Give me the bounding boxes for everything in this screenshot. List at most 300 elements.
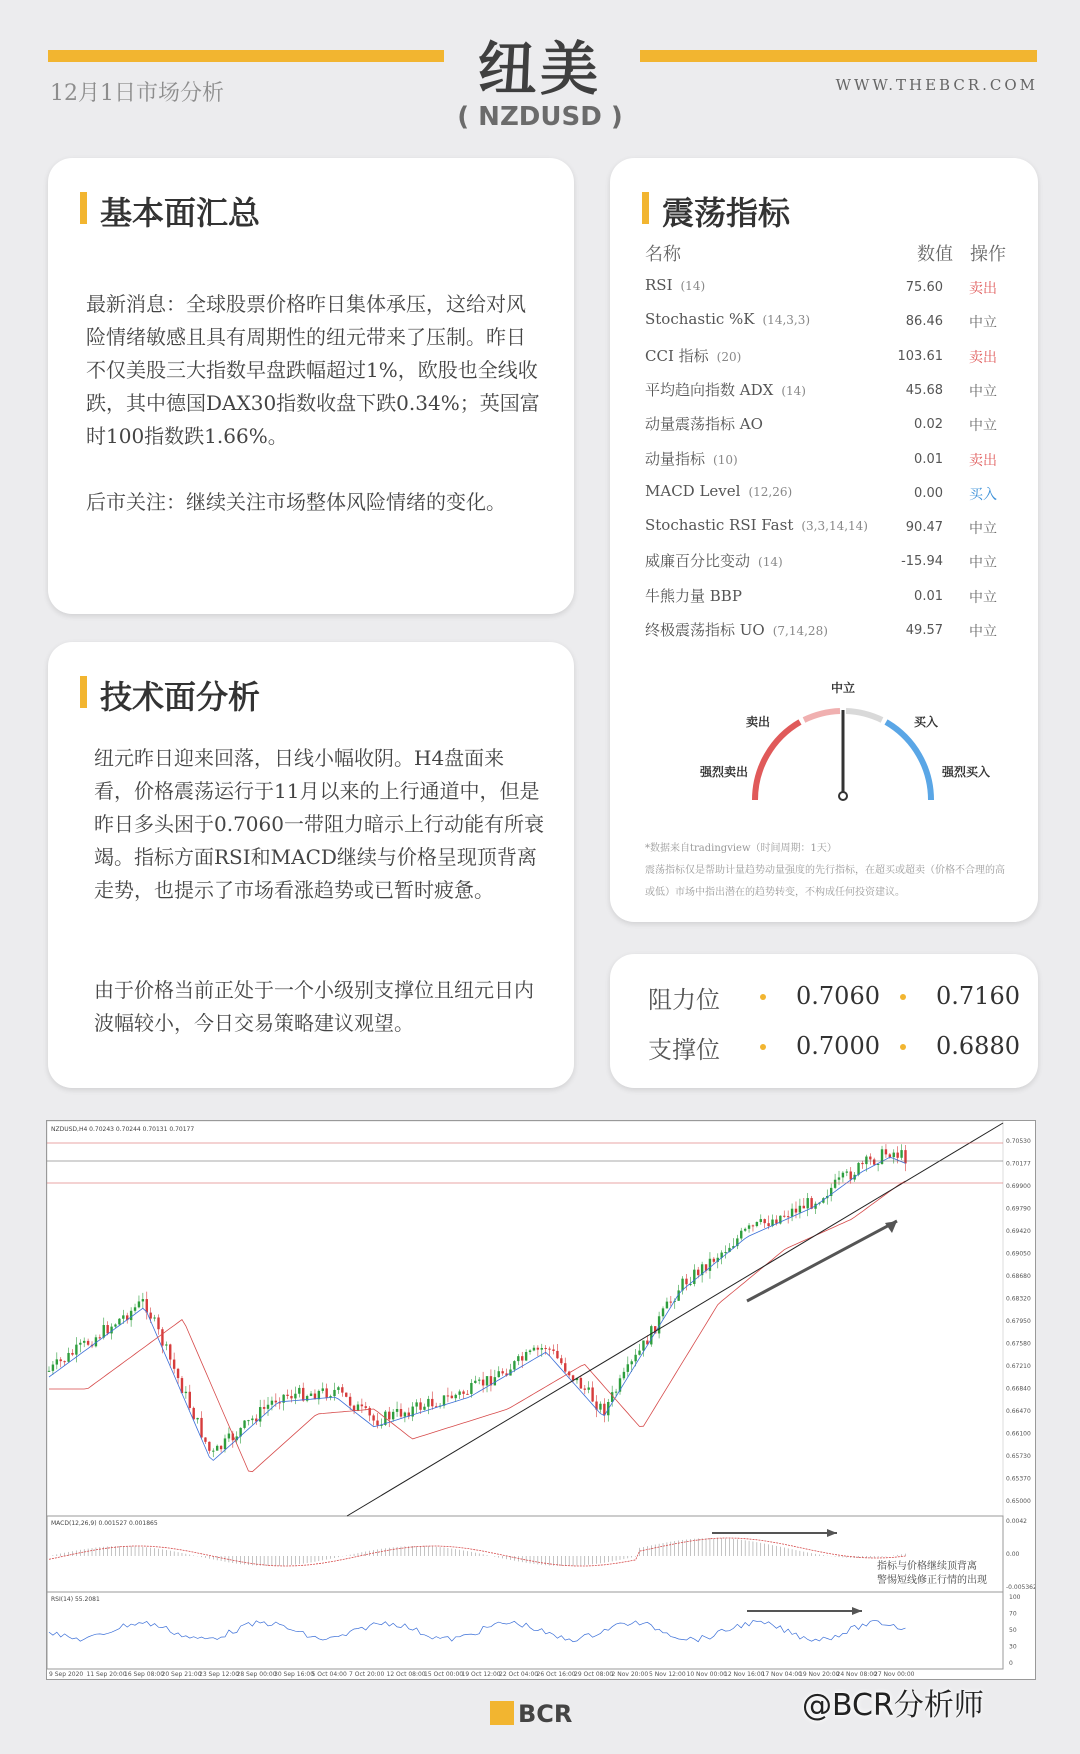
candle-body: [709, 1259, 711, 1271]
candle-body: [204, 1437, 206, 1441]
candle-body: [114, 1324, 116, 1326]
candle-body: [857, 1163, 859, 1175]
oscillator-value: -15.94: [901, 554, 943, 570]
price-tick-label: 0.69050: [1006, 1250, 1031, 1258]
support-2: 0.6880: [936, 1032, 1020, 1060]
oscillator-name-text: 威廉百分比变动: [645, 552, 751, 571]
candle-body: [748, 1225, 750, 1228]
oscillator-row: [645, 478, 1005, 512]
candle-body: [904, 1150, 906, 1163]
candle-body: [134, 1307, 136, 1310]
oscillator-name-text: 动量震荡指标 AO: [645, 415, 763, 434]
oscillator-row: [645, 341, 1005, 375]
candle-body: [615, 1392, 617, 1393]
candle-body: [372, 1415, 374, 1420]
candle-body: [306, 1396, 308, 1401]
candle-body: [846, 1171, 848, 1172]
time-tick-label: 23 Sep 12:00: [199, 1671, 240, 1678]
chart-annotation-2: 警惕短线修正行情的出现: [877, 1575, 987, 1586]
price-tick-label: 0.68320: [1006, 1295, 1031, 1303]
gauge-label-neutral: 中立: [831, 681, 856, 695]
gauge-label-sell: 卖出: [746, 715, 771, 729]
gauge-arc-buy: [886, 722, 931, 800]
oscillator-row: [645, 512, 1005, 546]
price-tick-label: 0.68680: [1006, 1273, 1031, 1280]
candle-body: [501, 1371, 503, 1373]
candle-body: [544, 1348, 546, 1349]
technical-card: [48, 642, 574, 1088]
oscillator-name: [645, 276, 705, 294]
oscillator-name: [645, 448, 738, 469]
candle-body: [861, 1163, 863, 1164]
disclaimer-note: 震荡指标仅是帮助计量趋势动量强度的先行指标，在超买或超卖（价格不合理的高或低）市场中指出潜在的趋势转变，不构成任何投资建议。: [645, 865, 1005, 898]
candle-body: [458, 1391, 460, 1394]
candle-body: [482, 1380, 484, 1386]
candle-body: [263, 1407, 265, 1409]
candle-body: [900, 1150, 902, 1158]
candle-body: [850, 1171, 852, 1179]
time-tick-label: 17 Nov 04:00: [761, 1671, 802, 1678]
time-tick-label: 24 Nov 08:00: [836, 1671, 877, 1678]
time-axis: [49, 1671, 915, 1678]
candle-body: [838, 1177, 840, 1179]
gauge-arc-strong-sell: [755, 722, 800, 800]
candle-body: [325, 1388, 327, 1397]
candle-body: [290, 1396, 292, 1398]
rsi-tick-label: 70: [1009, 1610, 1017, 1618]
bcr-logo-text: BCR: [518, 1700, 573, 1728]
candle-body: [885, 1149, 887, 1154]
macd-tick-label: 0.0042: [1006, 1518, 1027, 1525]
candle-body: [349, 1397, 351, 1406]
candle-body: [388, 1412, 390, 1420]
price-tick-label: 0.69900: [1006, 1183, 1031, 1190]
support-label: 支撑位: [648, 1036, 720, 1064]
oscillator-name: [645, 310, 810, 328]
candle-body: [662, 1308, 664, 1316]
candle-body: [337, 1387, 339, 1390]
candle-body: [169, 1344, 171, 1359]
gauge-label-buy: 买入: [914, 715, 939, 729]
candle-body: [103, 1325, 105, 1338]
time-tick-label: 11 Sep 20:00: [86, 1671, 127, 1678]
candle-body: [783, 1216, 785, 1217]
time-tick-label: 19 Nov 20:00: [799, 1671, 840, 1678]
candle-body: [376, 1421, 378, 1426]
candle-body: [470, 1383, 472, 1394]
candle-body: [775, 1220, 777, 1224]
candle-body: [521, 1356, 523, 1360]
oscillator-action: 中立: [969, 589, 997, 606]
oscillator-action: 卖出: [969, 349, 997, 366]
candle-body: [247, 1420, 249, 1421]
oscillator-value: 49.57: [905, 623, 943, 638]
oscillator-param: (14,3,3): [762, 313, 811, 328]
time-tick-label: 16 Sep 08:00: [124, 1671, 165, 1678]
gauge-label-strong-buy: 强烈买入: [942, 765, 991, 779]
resistance-dot-1: [760, 994, 766, 1000]
oscillator-value: 0.00: [914, 485, 943, 501]
candle-body: [318, 1391, 320, 1399]
time-tick-label: 12 Nov 16:00: [724, 1671, 765, 1678]
watermark: @BCR分析师: [802, 1688, 984, 1723]
candle-body: [642, 1341, 644, 1351]
time-tick-label: 19 Oct 12:00: [461, 1671, 501, 1678]
candle-body: [153, 1317, 155, 1318]
candle-body: [361, 1405, 363, 1407]
oscillator-name-text: Stochastic RSI Fast: [645, 516, 794, 535]
candle-body: [322, 1388, 324, 1391]
candle-body: [333, 1390, 335, 1396]
oscillator-action: 中立: [969, 555, 997, 572]
candle-body: [791, 1209, 793, 1217]
page-subtitle: ( NZDUSD ): [457, 102, 623, 132]
candle-body: [752, 1225, 754, 1226]
candle-body: [787, 1216, 789, 1217]
resistance-1: 0.7060: [796, 982, 880, 1010]
candle-body: [634, 1355, 636, 1362]
candle-body: [427, 1399, 429, 1407]
oscillator-value: 86.46: [905, 314, 943, 330]
oscillator-row: [645, 375, 1005, 409]
time-tick-label: 27 Nov 00:00: [874, 1671, 915, 1678]
candle-body: [177, 1369, 179, 1378]
resistance-dot-2: [900, 994, 906, 1000]
candle-body: [341, 1387, 343, 1392]
price-tick-label: 0.66470: [1006, 1408, 1031, 1415]
time-tick-label: 7 Oct 20:00: [349, 1671, 385, 1678]
candle-body: [517, 1356, 519, 1361]
candle-body: [529, 1350, 531, 1352]
candle-body: [243, 1421, 245, 1428]
chart-annotation-1: 指标与价格继续顶背离: [877, 1561, 977, 1572]
candle-body: [666, 1302, 668, 1309]
technical-strategy: 由于价格当前正处于一个小级别支撑位且纽元日内波幅较小，今日交易策略建议观望。: [94, 978, 534, 1035]
candle-body: [552, 1349, 554, 1351]
oscillator-name-text: 终极震荡指标 UO: [645, 621, 765, 639]
candle-body: [799, 1206, 801, 1213]
candle-body: [138, 1301, 140, 1307]
col-value: 数值: [917, 244, 953, 265]
rsi-tick-label: 100: [1009, 1594, 1021, 1601]
candle-body: [650, 1326, 652, 1344]
time-tick-label: 2 Nov 20:00: [611, 1671, 649, 1678]
candle-body: [110, 1327, 112, 1334]
candle-body: [560, 1358, 562, 1363]
candle-body: [498, 1371, 500, 1377]
oscillator-name-text: 动量指标: [645, 449, 706, 468]
candle-body: [744, 1229, 746, 1231]
candle-body: [631, 1361, 633, 1364]
candle-body: [893, 1153, 895, 1158]
candle-body: [365, 1406, 367, 1408]
candle-body: [455, 1395, 457, 1398]
candle-body: [713, 1259, 715, 1262]
oscillator-action: 中立: [969, 418, 997, 435]
candle-body: [611, 1392, 613, 1402]
candle-body: [157, 1317, 159, 1329]
candle-body: [474, 1381, 476, 1383]
rsi-axis: [1009, 1594, 1021, 1667]
candle-body: [71, 1353, 73, 1355]
levels-card: [610, 954, 1038, 1088]
oscillator-row: [645, 581, 1005, 615]
candle-body: [193, 1408, 195, 1419]
candle-body: [486, 1376, 488, 1385]
rsi-tick-label: 50: [1009, 1627, 1017, 1634]
candle-body: [685, 1279, 687, 1285]
candle-body: [423, 1407, 425, 1410]
oscillator-name-text: RSI: [645, 276, 673, 294]
candle-body: [286, 1395, 288, 1396]
candle-body: [537, 1348, 539, 1350]
fundamental-card: [48, 158, 574, 614]
candle-body: [220, 1446, 222, 1449]
candle-body: [404, 1413, 406, 1417]
oscillator-value: 45.68: [905, 382, 943, 398]
price-tick-label: 0.70530: [1006, 1138, 1031, 1145]
oscillator-value: 0.02: [914, 417, 943, 433]
oscillator-action: 中立: [969, 521, 997, 538]
gauge-arc-neutral: [846, 711, 882, 720]
time-tick-label: 30 Sep 16:00: [274, 1671, 315, 1678]
page-title: 纽美: [477, 35, 602, 103]
candle-body: [842, 1173, 844, 1178]
candle-body: [760, 1219, 762, 1222]
time-tick-label: 26 Oct 16:00: [536, 1671, 576, 1678]
rsi-tick-label: 30: [1009, 1643, 1017, 1651]
fundamental-heading: 基本面汇总: [80, 188, 260, 234]
candle-body: [627, 1364, 629, 1372]
candle-body: [513, 1361, 515, 1369]
oscillator-name-text: 牛熊力量 BBP: [645, 586, 742, 605]
sentiment-gauge: [680, 670, 1010, 810]
candle-body: [216, 1446, 218, 1451]
candle-body: [541, 1348, 543, 1350]
candle-body: [310, 1394, 312, 1396]
oscillator-value: 103.61: [897, 348, 943, 364]
candle-body: [122, 1315, 124, 1318]
candle-body: [443, 1395, 445, 1405]
candle-body: [63, 1361, 65, 1362]
candle-body: [478, 1380, 480, 1381]
macd-label: MACD(12,26,9) 0.001527 0.001865: [51, 1520, 158, 1527]
price-tick-label: 0.67950: [1006, 1318, 1031, 1325]
oscillator-row: [645, 546, 1005, 580]
oscillator-name-text: 平均趋向指数 ADX: [645, 380, 774, 399]
candle-body: [87, 1341, 89, 1345]
oscillator-row: [645, 615, 1005, 649]
oscillator-param: (14): [680, 279, 706, 293]
time-tick-label: 28 Sep 00:00: [236, 1671, 277, 1678]
candle-body: [795, 1209, 797, 1213]
price-chart-svg[interactable]: [47, 1121, 1035, 1679]
candle-body: [67, 1353, 69, 1362]
candle-body: [807, 1198, 809, 1208]
candle-body: [200, 1418, 202, 1438]
candle-body: [52, 1365, 54, 1371]
support-dot-1: [760, 1044, 766, 1050]
price-tick-label: 0.66100: [1006, 1430, 1031, 1438]
candle-body: [173, 1360, 175, 1369]
oscillator-name-text: CCI 指标: [645, 346, 709, 365]
candle-body: [396, 1409, 398, 1412]
oscillator-heading: 震荡指标: [642, 188, 790, 234]
candle-body: [740, 1231, 742, 1239]
candle-body: [353, 1406, 355, 1411]
time-tick-label: 29 Oct 08:00: [574, 1671, 614, 1678]
price-tick-label: 0.69420: [1006, 1228, 1031, 1235]
gauge-pivot: [839, 792, 847, 800]
candle-body: [670, 1302, 672, 1303]
candle-body: [142, 1299, 144, 1301]
candle-body: [564, 1363, 566, 1371]
candle-body: [224, 1438, 226, 1449]
candle-body: [228, 1434, 230, 1439]
bcr-logo: [490, 1700, 572, 1728]
gauge-label-strong-sell: 强烈卖出: [700, 765, 749, 779]
resistance-label: 阻力位: [648, 986, 720, 1014]
candle-body: [392, 1412, 394, 1419]
candle-body: [572, 1375, 574, 1380]
report-date: 12月1日市场分析: [50, 81, 224, 106]
time-tick-label: 22 Oct 04:00: [499, 1671, 539, 1678]
candle-body: [803, 1206, 805, 1209]
time-tick-label: 9 Sep 2020: [49, 1671, 84, 1678]
price-tick-label: 0.67210: [1006, 1363, 1031, 1370]
candle-body: [548, 1349, 550, 1350]
candle-body: [149, 1313, 151, 1319]
price-tick-label: 0.66840: [1006, 1385, 1031, 1393]
candle-body: [118, 1319, 120, 1325]
candle-body: [415, 1402, 417, 1406]
macd-tick-label: -0.005362: [1006, 1584, 1035, 1591]
candle-body: [208, 1442, 210, 1451]
candle-body: [447, 1395, 449, 1396]
price-tick-label: 0.69790: [1006, 1205, 1031, 1213]
candle-body: [873, 1159, 875, 1164]
time-tick-label: 5 Oct 04:00: [311, 1671, 347, 1678]
candle-body: [79, 1343, 81, 1345]
oscillator-row: [645, 409, 1005, 443]
candle-body: [756, 1222, 758, 1226]
oscillator-action: 卖出: [969, 452, 997, 469]
oscillator-name: [645, 516, 868, 534]
candle-body: [294, 1394, 296, 1399]
oscillator-param: (20): [716, 349, 742, 364]
candle-body: [466, 1394, 468, 1395]
price-tick-label: 0.65000: [1006, 1498, 1031, 1505]
technical-analysis: 纽元昨日迎来回落，日线小幅收阴。H4盘面来看，价格震荡运行于11月以来的上行通道中，但是昨日多头困于0.7060一带阻力暗示上行动能有所衰竭。指标方面RSI和MACD继续与价格呈现顶背离走势，也提示了市场看涨趋势或已暂时疲惫。: [94, 746, 544, 902]
candle-body: [267, 1405, 269, 1409]
time-tick-label: 20 Sep 21:00: [161, 1671, 202, 1678]
candle-body: [763, 1219, 765, 1223]
oscillator-value: 90.47: [905, 520, 943, 536]
candle-body: [724, 1252, 726, 1253]
candle-body: [60, 1359, 62, 1361]
candle-body: [599, 1404, 601, 1410]
candle-body: [451, 1396, 453, 1399]
technical-heading: 技术面分析: [80, 672, 260, 718]
candle-body: [400, 1409, 402, 1417]
candle-body: [834, 1180, 836, 1188]
macd-pane: [47, 1516, 1003, 1592]
macd-tick-label: 0.00: [1006, 1551, 1020, 1558]
oscillator-value: 75.60: [905, 280, 943, 295]
candle-body: [302, 1388, 304, 1401]
time-tick-label: 5 Nov 12:00: [649, 1671, 686, 1678]
data-source-note: *数据来自tradingview（时间周期：1天）: [645, 843, 837, 854]
time-tick-label: 12 Oct 08:00: [386, 1671, 426, 1678]
candle-body: [212, 1451, 214, 1452]
price-chart[interactable]: [46, 1120, 1036, 1680]
candle-body: [75, 1345, 77, 1355]
support-1: 0.7000: [796, 1032, 880, 1060]
oscillator-name: [645, 585, 750, 606]
site-link[interactable]: WWW.THEBCR.COM: [835, 76, 1038, 94]
oscillator-name: [645, 482, 792, 500]
candle-body: [697, 1270, 699, 1275]
candle-body: [584, 1389, 586, 1390]
col-action: 操作: [970, 244, 1006, 265]
time-tick-label: 15 Oct 00:00: [424, 1671, 464, 1678]
candle-body: [185, 1392, 187, 1393]
fundamental-outlook: 后市关注：继续关注市场整体风险情绪的变化。: [86, 490, 506, 514]
oscillator-name-text: MACD Level: [645, 481, 741, 500]
oscillator-param: (14): [781, 383, 806, 398]
oscillator-action: 买入: [969, 486, 997, 503]
resistance-2: 0.7160: [936, 982, 1020, 1010]
col-name: 名称: [645, 244, 681, 265]
candle-body: [580, 1378, 582, 1389]
oscillator-name-text: Stochastic %K: [645, 310, 755, 329]
price-tick-label: 0.65370: [1006, 1475, 1031, 1483]
candle-body: [298, 1388, 300, 1394]
rsi-pane: [47, 1592, 1003, 1669]
candle-body: [251, 1419, 253, 1421]
candle-body: [767, 1223, 769, 1226]
oscillator-name: [645, 413, 771, 434]
oscillator-row: [645, 306, 1005, 340]
oscillator-value: 0.01: [914, 588, 943, 604]
candle-body: [462, 1391, 464, 1393]
oscillator-name: [645, 345, 741, 366]
candle-body: [106, 1325, 108, 1333]
candle-body: [275, 1401, 277, 1403]
candle-body: [345, 1393, 347, 1397]
candle-body: [865, 1157, 867, 1165]
oscillator-action: 中立: [969, 624, 997, 640]
candle-body: [556, 1351, 558, 1358]
oscillator-param: (14): [758, 555, 783, 570]
price-pane: [47, 1121, 1003, 1516]
candle-body: [591, 1387, 593, 1401]
fundamental-news: 最新消息：全球股票价格昨日集体承压，这给对风险情绪敏感且具有周期性的纽元带来了压制。昨日不仅美股三大指数早盘跌幅超过1%，欧股也全线收跌，其中德国DAX30指数收盘下跌0.34%；英国富时100指数跌1.66%。: [86, 292, 540, 448]
chart-symbol: NZDUSD,H4 0.70243 0.70244 0.70131 0.70177: [51, 1126, 195, 1133]
oscillator-param: (10): [713, 452, 738, 467]
price-tick-label: 0.65730: [1006, 1453, 1031, 1460]
macd-axis: [1006, 1518, 1035, 1591]
oscillator-row: [645, 444, 1005, 478]
price-axis: [1006, 1138, 1031, 1505]
candle-body: [431, 1399, 433, 1406]
candle-body: [161, 1329, 163, 1345]
candle-body: [130, 1311, 132, 1320]
candle-body: [869, 1157, 871, 1160]
candle-body: [525, 1352, 527, 1361]
candle-body: [533, 1348, 535, 1351]
candle-body: [638, 1351, 640, 1355]
